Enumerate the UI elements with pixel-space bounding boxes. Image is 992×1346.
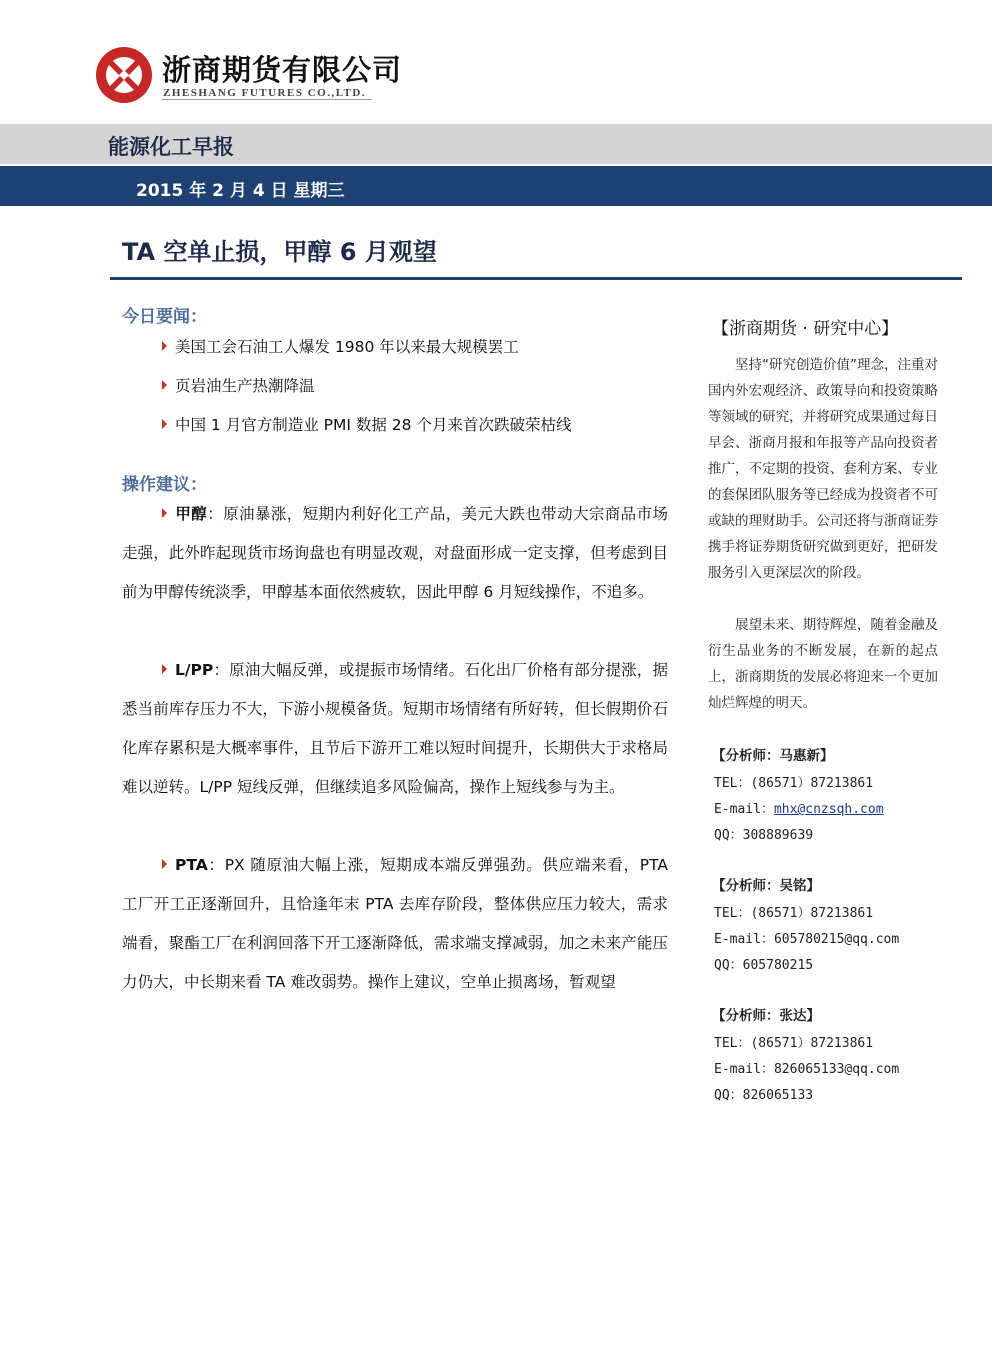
bullet-arrow-icon [162,859,167,869]
report-title: TA 空单止损，甲醇 6 月观望 [122,238,437,266]
news-item: 美国工会石油工人爆发 1980 年以来最大规模罢工 [162,335,519,357]
report-date: 2015 年 2 月 4 日 星期三 [136,181,345,201]
bullet-arrow-icon [162,419,167,429]
logo-divider [162,99,372,100]
analyst-email: E-mail：826065133@qq.com [714,1062,900,1077]
bullet-arrow-icon [162,508,167,518]
analyst-name: 【分析师：张达】 [712,1008,820,1024]
analyst-qq: QQ：308889639 [714,828,814,843]
analyst-tel: TEL：(86571）87213861 [714,1036,874,1051]
company-logo-icon [95,46,153,104]
news-item: 页岩油生产热潮降温 [162,374,315,396]
report-category: 能源化工早报 [108,135,234,159]
news-heading: 今日要闻： [122,307,207,327]
analyst-email-text: 605780215@qq.com [773,932,900,947]
bullet-arrow-icon [162,380,167,390]
advice-heading: 操作建议： [122,475,207,495]
advice-paragraph-methanol: 甲醇：原油暴涨，短期内利好化工产品，美元大跌也带动大宗商品市场走强，此外昨起现货市场询盘也有明显改观，对盘面形成一定支撑，但考虑到目前为甲醇传统淡季，甲醇基本面依然疲软，因此甲醇 6 月短线操作，不追多。 [122,505,668,601]
research-center-intro: 坚持“研究创造价值”理念，注重对国内外宏观经济、政策导向和投资策略等领域的研究，并将研究成果通过每日早会、浙商月报和年报等产品向投资者推广，不定期的投资、套利方案、专业的套保团队服务等已经成为投资者不可或缺的理财助手。公司还将与浙商证券携手将证券期货研究做到更好，把研发服务引入更深层次的阶段。 [708,357,938,581]
advice-paragraph-lpp: L/PP：原油大幅反弹，或提振市场情绪。石化出厂价格有部分提涨，据悉当前库存压力不大，下游小规模备货。短期市场情绪有所好转，但长假期价石化库存累积是大概率事件，且节后下游开工难以短时间提升，长期供大于求格局难以逆转。L/PP 短线反弹，但继续追多风险偏高，操作上短线参与为主。 [122,661,668,796]
analyst-email-text: 826065133@qq.com [773,1062,900,1077]
analyst-qq: QQ：826065133 [714,1088,814,1103]
analyst-email: E-mail：mhx@cnzsqh.com [714,802,884,817]
company-name-en: ZHESHANG FUTURES CO.,LTD. [163,87,367,99]
advice-paragraph-pta: PTA：PX 随原油大幅上涨，短期成本端反弹强劲。供应端来看，PTA 工厂开工正逐渐回升，且恰逢年末 PTA 去库存阶段，整体供应压力较大，需求端看，聚酯工厂在利润回落下开工逐渐降低，需求端支撑减弱，加之未来产能压力仍大，中长期来看 TA 难改弱势。操作上建议，空单止损离场，暂观望 [122,856,668,991]
title-divider [110,277,962,280]
bullet-arrow-icon [162,341,167,351]
research-center-title: 【浙商期货 · 研究中心】 [712,319,899,339]
analyst-email-link[interactable]: mhx@cnzsqh.com [773,802,884,817]
analyst-tel: TEL：(86571）87213861 [714,906,874,921]
research-center-outlook: 展望未来、期待辉煌，随着金融及衍生品业务的不断发展，在新的起点上，浙商期货的发展必将迎来一个更加灿烂辉煌的明天。 [708,617,938,711]
company-name-cn: 浙商期货有限公司 [162,53,403,87]
news-item: 中国 1 月官方制造业 PMI 数据 28 个月来首次跌破荣枯线 [162,413,571,435]
analyst-qq: QQ：605780215 [714,958,814,973]
analyst-tel: TEL：(86571）87213861 [714,776,874,791]
analyst-name: 【分析师：吴铭】 [712,878,820,894]
page-header [0,0,992,124]
bullet-arrow-icon [162,664,167,674]
analyst-name: 【分析师：马惠新】 [712,748,834,764]
analyst-email: E-mail：605780215@qq.com [714,932,900,947]
